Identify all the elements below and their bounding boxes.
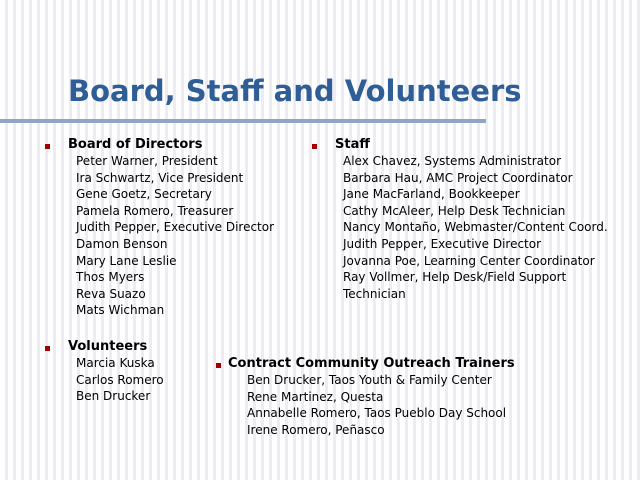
volunteer: Carlos Romero: [76, 372, 164, 387]
volunteers-heading: Volunteers: [68, 339, 148, 354]
volunteers-bullet-icon: [45, 346, 50, 351]
board-bullet-icon: [45, 144, 50, 149]
board-member: Judith Pepper, Executive Director: [76, 220, 275, 235]
trainer: Rene Martinez, Questa: [247, 389, 384, 404]
staff-member: Ray Vollmer, Help Desk/Field Support: [343, 270, 567, 285]
staff-member: Judith Pepper, Executive Director: [343, 236, 542, 251]
staff-member: Jane MacFarland, Bookkeeper: [343, 187, 520, 202]
page-title: Board, Staff and Volunteers: [68, 74, 522, 108]
title-underline: [0, 119, 486, 123]
trainer: Ben Drucker, Taos Youth & Family Center: [247, 373, 492, 387]
staff-member: Alex Chavez, Systems Administrator: [343, 154, 561, 168]
board-member: Mats Wichman: [76, 303, 165, 318]
volunteer: Marcia Kuska: [76, 356, 155, 370]
staff-member: Nancy Montaño, Webmaster/Content Coord.: [343, 220, 608, 235]
trainer: Irene Romero, Peñasco: [247, 422, 385, 437]
staff-section: [335, 136, 608, 302]
board-heading: Board of Directors: [68, 137, 203, 152]
staff-list: [343, 153, 608, 302]
staff-bullet-icon: [312, 144, 317, 149]
trainers-heading: Contract Community Outreach Trainers: [228, 356, 515, 371]
board-section: [68, 136, 274, 319]
board-member: Pamela Romero, Treasurer: [76, 203, 234, 218]
board-list: [76, 153, 274, 319]
board-member: Mary Lane Leslie: [76, 253, 177, 268]
volunteers-section: [68, 338, 164, 405]
board-member: Gene Goetz, Secretary: [76, 187, 212, 202]
staff-heading: Staff: [335, 137, 370, 152]
staff-member: Cathy McAleer, Help Desk Technician: [343, 203, 566, 218]
staff-member: Jovanna Poe, Learning Center Coordinator: [343, 253, 595, 268]
volunteer: Ben Drucker: [76, 389, 151, 404]
board-member: Damon Benson: [76, 236, 168, 251]
board-member: Ira Schwartz, Vice President: [76, 170, 244, 185]
board-member: Peter Warner, President: [76, 154, 218, 168]
board-member: Thos Myers: [76, 270, 145, 285]
trainers-bullet-icon: [216, 363, 221, 368]
staff-member: Technician: [343, 286, 406, 301]
volunteers-list: [76, 355, 164, 405]
trainers-section: [228, 355, 515, 438]
trainers-list: [247, 372, 515, 438]
board-member: Reva Suazo: [76, 286, 146, 301]
staff-member: Barbara Hau, AMC Project Coordinator: [343, 170, 573, 185]
trainer: Annabelle Romero, Taos Pueblo Day School: [247, 406, 507, 421]
